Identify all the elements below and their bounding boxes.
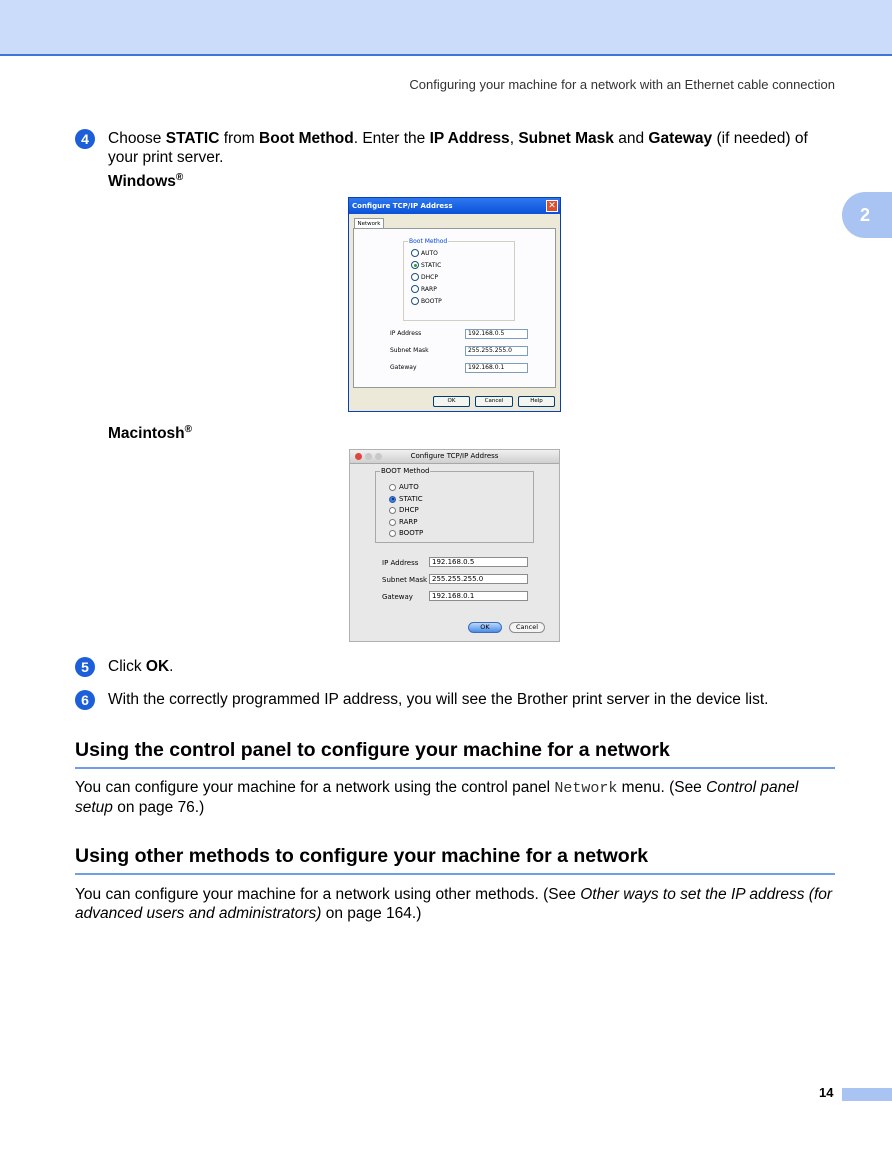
radio-bootp[interactable]: BOOTP [389, 529, 423, 537]
windows-label: Windows® [108, 172, 184, 191]
windows-tcpip-dialog [348, 197, 561, 412]
boot-method-label: BOOT Method [381, 467, 430, 475]
link-control-panel-setup[interactable]: Control panel setup [75, 779, 799, 816]
step-6 [75, 690, 835, 709]
step-5 [75, 657, 835, 676]
link-other-ways-ip[interactable]: Other ways to set the IP address (for advanced users and administrators) [75, 886, 833, 922]
radio-auto[interactable]: AUTO [389, 483, 419, 491]
boot-method-group [375, 467, 534, 543]
step-number-5: 5 [75, 657, 95, 677]
windows-dialog-title: Configure TCP/IP Address ✕ [349, 198, 560, 214]
gateway-label: Gateway [390, 364, 417, 371]
ip-address-field[interactable]: 192.168.0.5 [465, 329, 528, 339]
help-button[interactable]: Help [518, 396, 555, 407]
page-number: 14 [819, 1085, 834, 1100]
cancel-button[interactable]: Cancel [475, 396, 513, 407]
mac-dialog-title: Configure TCP/IP Address [350, 450, 559, 464]
ok-button[interactable]: OK [468, 622, 502, 633]
tab-network[interactable]: Network [354, 218, 384, 229]
ip-address-label: IP Address [382, 559, 419, 567]
step-number-4: 4 [75, 129, 95, 149]
gateway-field[interactable]: 192.168.0.1 [465, 363, 528, 373]
subnet-mask-label: Subnet Mask [382, 576, 428, 584]
radio-dhcp[interactable]: DHCP [411, 273, 438, 281]
chapter-tab[interactable]: 2 [842, 192, 892, 238]
radio-static[interactable]: STATIC [411, 261, 441, 269]
zoom-traffic-light-icon[interactable] [375, 453, 382, 460]
boot-method-label: Boot Method [409, 238, 448, 245]
header-band [0, 0, 892, 56]
step-4-text: Choose STATIC from Boot Method. Enter the IP Address, Subnet Mask and Gateway (if needed) of your print server. [108, 130, 808, 166]
close-traffic-light-icon[interactable] [355, 453, 362, 460]
radio-auto[interactable]: AUTO [411, 249, 438, 257]
section-heading-control-panel: Using the control panel to configure your machine for a network [75, 739, 835, 769]
footer-tab [842, 1088, 892, 1101]
radio-bootp[interactable]: BOOTP [411, 297, 442, 305]
macintosh-label: Macintosh® [108, 424, 193, 443]
close-icon[interactable]: ✕ [546, 200, 558, 212]
subnet-mask-label: Subnet Mask [390, 347, 429, 354]
step-number-6: 6 [75, 690, 95, 710]
subnet-mask-field[interactable]: 255.255.255.0 [429, 574, 528, 584]
ok-button[interactable]: OK [433, 396, 470, 407]
running-header: Configuring your machine for a network with an Ethernet cable connection [409, 77, 835, 92]
section-paragraph-control-panel: You can configure your machine for a network using the control panel Network menu. (See Control panel setup on page 76.) [75, 779, 799, 816]
step-4 [75, 129, 835, 167]
boot-method-group [403, 238, 515, 321]
step-5-text: Click OK. [108, 658, 174, 675]
mac-tcpip-dialog [349, 449, 560, 642]
radio-static[interactable]: STATIC [389, 495, 423, 503]
subnet-mask-field[interactable]: 255.255.255.0 [465, 346, 528, 356]
section-heading-other-methods: Using other methods to configure your machine for a network [75, 845, 835, 875]
step-6-text: With the correctly programmed IP address, you will see the Brother print server in the device list. [108, 691, 769, 708]
section-paragraph-other-methods: You can configure your machine for a network using other methods. (See Other ways to set the IP address (for advanced users and administrators) on page 164.) [75, 886, 833, 922]
cancel-button[interactable]: Cancel [509, 622, 545, 633]
windows-network-panel [353, 228, 556, 388]
radio-dhcp[interactable]: DHCP [389, 506, 419, 514]
radio-rarp[interactable]: RARP [411, 285, 437, 293]
minimize-traffic-light-icon[interactable] [365, 453, 372, 460]
radio-rarp[interactable]: RARP [389, 518, 417, 526]
ip-address-field[interactable]: 192.168.0.5 [429, 557, 528, 567]
gateway-label: Gateway [382, 593, 413, 601]
gateway-field[interactable]: 192.168.0.1 [429, 591, 528, 601]
ip-address-label: IP Address [390, 330, 422, 337]
